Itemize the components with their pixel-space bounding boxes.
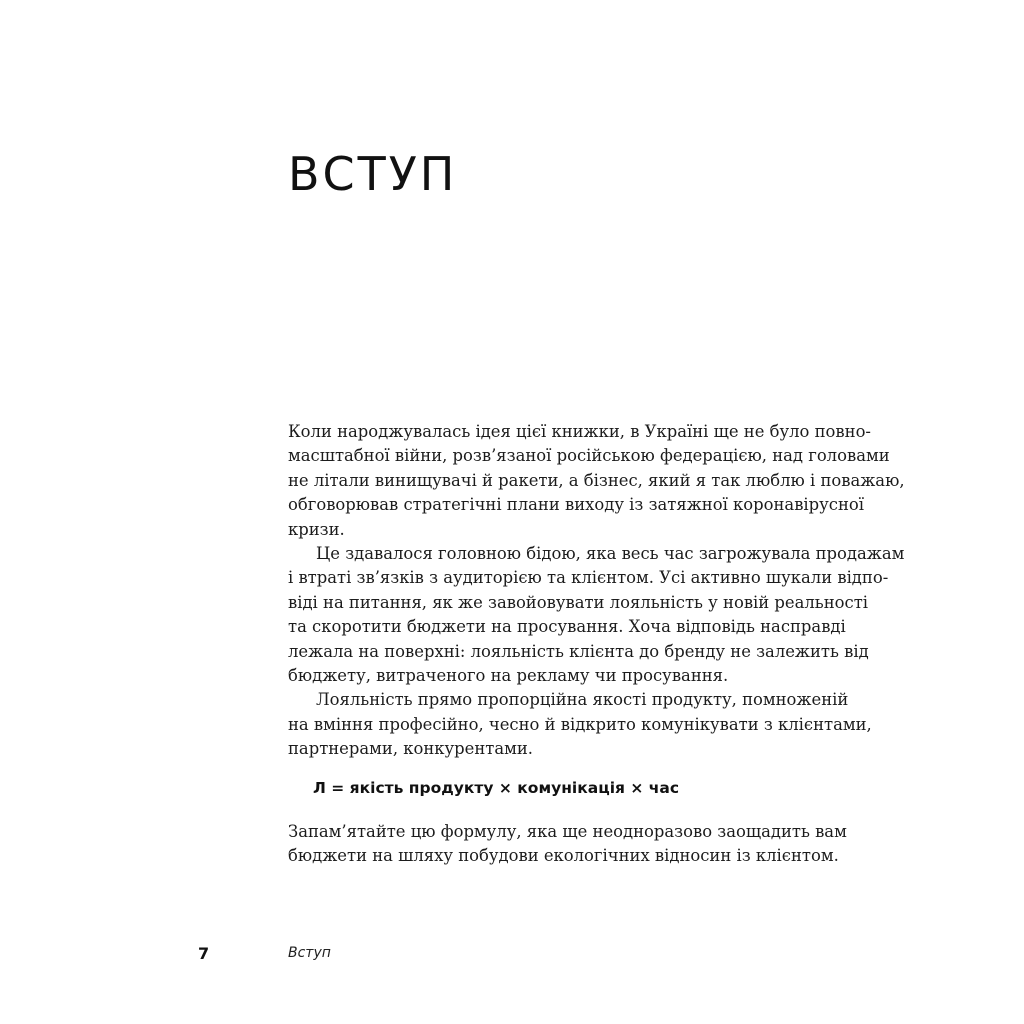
text-line: масштабної війни, розв’язаної російською федерацією, над головами — [288, 446, 890, 466]
text-line: на вміння професійно, чесно й відкрито комунікувати з клієнтами, — [288, 714, 872, 734]
text-line: лежала на поверхні: лояльність клієнта до бренду не залежить від — [288, 641, 869, 661]
paragraph-1 — [288, 420, 905, 542]
paragraph-3 — [288, 688, 872, 761]
text-line: бюджети на шляху побудови екологічних відносин із клієнтом. — [288, 846, 839, 866]
text-line: обговорював стратегічні плани виходу із затяжної коронавірусної — [288, 495, 865, 515]
loyalty-formula: Л = якість продукту × комунікація × час — [313, 779, 680, 797]
body-text — [288, 420, 905, 762]
text-line: Лояльність прямо пропорційна якості продукту, помноженій — [316, 690, 849, 710]
closing-paragraph — [288, 820, 847, 869]
text-line: кризи. — [288, 519, 345, 539]
text-line: Запам’ятайте цю формулу, яка ще неодноразово заощадить вам — [288, 822, 847, 841]
text-line: та скоротити бюджети на просування. Хоча відповідь насправді — [288, 617, 846, 637]
text-line: Це здавалося головною бідою, яка весь час загрожувала продажам — [316, 544, 905, 564]
text-line: бюджету, витраченого на рекламу чи просування. — [288, 666, 729, 686]
running-title: Вступ — [288, 945, 331, 961]
paragraph-2 — [288, 542, 905, 688]
text-line: не літали винищувачі й ракети, а бізнес, який я так люблю і поважаю, — [288, 470, 905, 490]
chapter-title: ВСТУП — [288, 147, 458, 201]
text-line: Коли народжувалась ідея цієї книжки, в Україні ще не було повно- — [288, 422, 871, 441]
text-line: партнерами, конкурентами. — [288, 739, 534, 759]
page-number: 7 — [198, 944, 210, 963]
text-line: і втраті зв’язків з аудиторією та клієнтом. Усі активно шукали відпо- — [288, 568, 889, 588]
text-line: віді на питання, як же завойовувати лояльність у новій реальності — [288, 592, 869, 612]
